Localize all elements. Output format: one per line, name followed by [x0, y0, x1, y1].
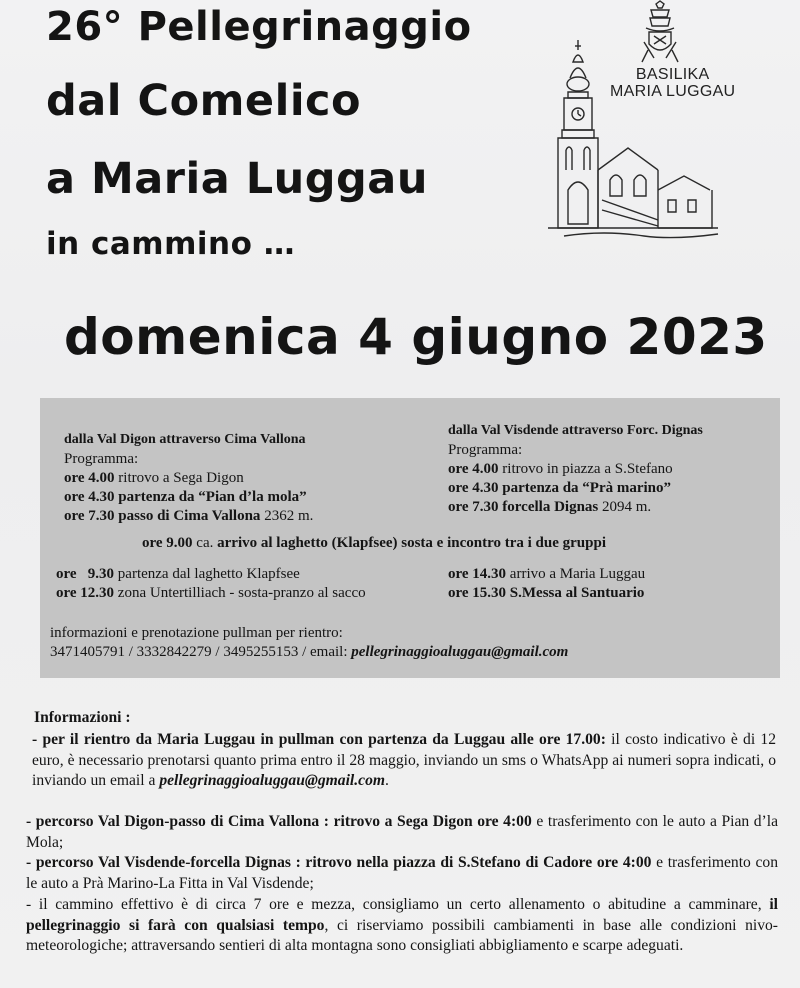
logo-line-2: MARIA LUGGAU [610, 83, 736, 100]
digon-route-heading: - percorso Val Digon-passo di Cima Vallona : ritrovo a Sega Digon ore 4:00 [26, 813, 532, 830]
activity: S.Messa al Santuario [509, 585, 645, 601]
approx-label: ca. [196, 535, 214, 551]
activity: arrivo al laghetto (Klapfsee) sosta e incontro tra i due gruppi [217, 535, 606, 551]
activity: arrivo a Maria Luggau [509, 566, 646, 582]
title-line-2: dal Comelico [46, 76, 362, 126]
visdende-route-text: e trasferimento con le auto a Prà Marino-La Fitta in Val Visdende; [26, 854, 778, 892]
time: ore 4.30 [448, 480, 499, 496]
time: ore 14.30 [448, 566, 507, 582]
left-row-1 [64, 469, 244, 487]
info-email-link[interactable]: pellegrinaggioaluggau@gmail.com [159, 772, 385, 789]
logo-line-1: BASILIKA [635, 66, 710, 83]
phone-numbers: 3471405791 / 3332842279 / 3495255153 / email: [50, 644, 348, 660]
event-date: domenica 4 giugno 2023 [64, 308, 768, 366]
after-left-row-1 [56, 565, 300, 583]
time: ore 9.00 [142, 535, 193, 551]
after-right-row-1 [448, 565, 645, 583]
subtitle: in cammino … [46, 226, 296, 262]
time: ore 4.00 [448, 461, 499, 477]
after-left-row-2 [56, 584, 366, 602]
time: ore 7.30 [64, 508, 115, 524]
meeting-row [142, 534, 606, 552]
basilica-tower-drawing-icon [548, 0, 748, 260]
right-program-label: Programma: [448, 442, 523, 458]
activity: zona Untertilliach - sosta-pranzo al sacco [117, 585, 366, 601]
right-row-3 [448, 498, 651, 516]
info-paragraph-return [32, 730, 776, 792]
walk-text-b: , ci riserviamo possibili cambiamenti in base alle condizioni nivo-meteorologiche; attraversando sentieri di alta montagna sono consigliati abbigliamento e scarpe adeguati. [26, 916, 778, 954]
info-title: Informazioni : [34, 709, 131, 726]
after-right-row-2 [448, 584, 644, 602]
walk-any-weather: il pellegrinaggio si farà con qualsiasi tempo [26, 896, 778, 934]
right-route-heading: dalla Val Visdende attraverso Forc. Dignas [448, 423, 703, 438]
left-route-heading: dalla Val Digon attraverso Cima Vallona [64, 432, 306, 447]
activity: ritrovo in piazza a S.Stefano [502, 461, 673, 477]
altitude: 2362 m. [264, 508, 314, 524]
time: ore 7.30 [448, 499, 499, 515]
activity: forcella Dignas [502, 499, 599, 515]
activity: partenza da “Pian d’la mola” [118, 489, 307, 505]
return-bus-heading: - per il rientro da Maria Luggau in pullman con partenza da Luggau alle ore 17.00: [32, 731, 606, 748]
contact-email-link[interactable]: pellegrinaggioaluggau@gmail.com [351, 644, 569, 660]
papal-coat-of-arms-icon [642, 1, 678, 62]
left-row-2 [64, 488, 307, 506]
right-row-1 [448, 460, 673, 478]
contact-label: informazioni e prenotazione pullman per rientro: [50, 625, 343, 641]
info-paragraph-digon [26, 812, 778, 853]
contact-row [50, 643, 568, 661]
visdende-route-heading: - percorso Val Visdende-forcella Dignas : ritrovo nella piazza di S.Stefano di Cadore ore 4:00 [26, 854, 652, 871]
time: ore 15.30 [448, 585, 507, 601]
time: ore 12.30 [56, 585, 115, 601]
program-box [40, 398, 780, 678]
period: . [385, 772, 389, 789]
time: ore 4.30 [64, 489, 115, 505]
activity: passo di Cima Vallona [118, 508, 261, 524]
info-paragraph-walk [26, 895, 778, 957]
left-program-label: Programma: [64, 451, 139, 467]
activity: ritrovo a Sega Digon [118, 470, 244, 486]
activity: partenza da “Prà marino” [502, 480, 672, 496]
time: ore 9.30 [56, 566, 115, 582]
left-row-3 [64, 507, 313, 525]
title-line-1: 26° Pellegrinaggio [46, 4, 472, 50]
basilica-logo-label [610, 66, 735, 100]
altitude: 2094 m. [602, 499, 652, 515]
info-paragraph-visdende [26, 853, 778, 894]
walk-text-a: - il cammino effettivo è di circa 7 ore e mezza, consigliamo un certo allenamento o abitudine a camminare, [26, 896, 770, 913]
title-line-3: a Maria Luggau [46, 154, 428, 204]
return-bus-text: il costo indicativo è di 12 euro, è necessario prenotarsi quanto prima entro il 28 maggio, inviando un sms o WhatsApp ai numeri sopra indicati, o inviando un email a [32, 731, 776, 789]
right-row-2 [448, 479, 671, 497]
activity: partenza dal laghetto Klapfsee [117, 566, 300, 582]
digon-route-text: e trasferimento con le auto a Pian d’la Mola; [26, 813, 779, 851]
time: ore 4.00 [64, 470, 115, 486]
